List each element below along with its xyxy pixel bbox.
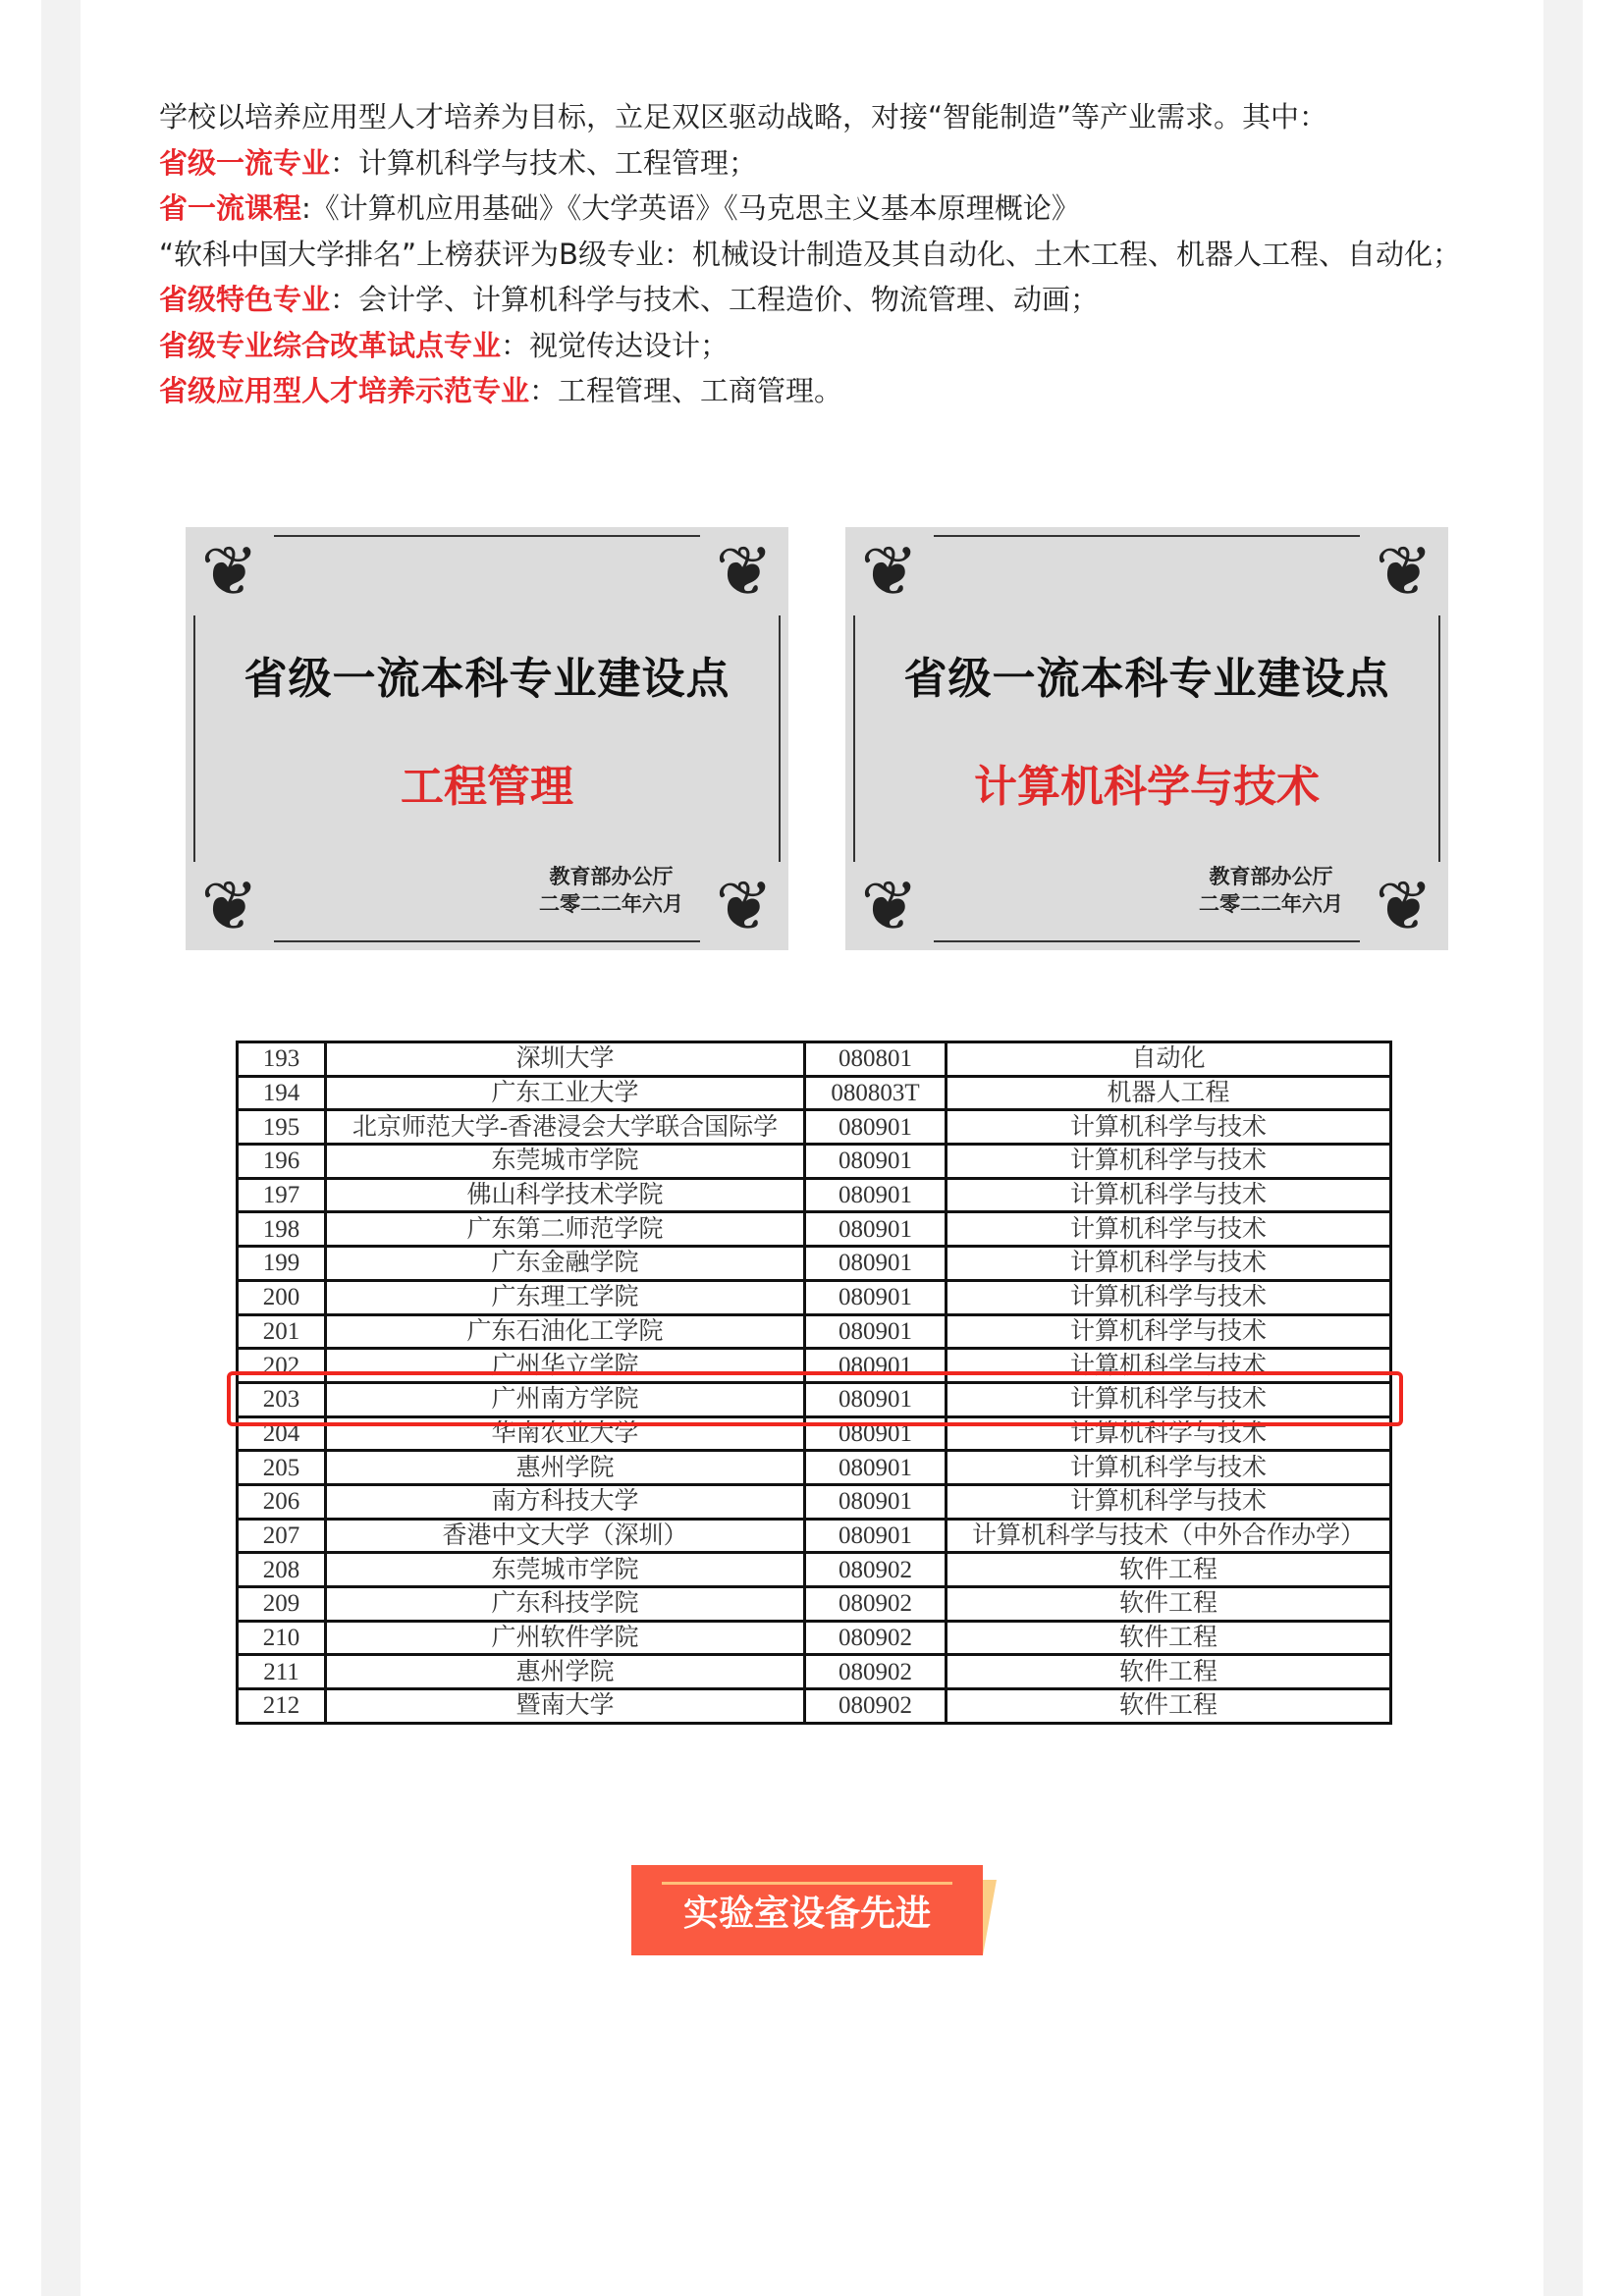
university-name: 东莞城市学院 bbox=[326, 1145, 805, 1179]
major-name: 计算机科学与技术 bbox=[946, 1382, 1390, 1416]
ornament-corner-icon: ❦ bbox=[1360, 527, 1448, 615]
table-row bbox=[238, 1212, 1391, 1247]
major-code: 080901 bbox=[804, 1451, 946, 1485]
major-name: 计算机科学与技术 bbox=[946, 1484, 1390, 1519]
major-code: 080901 bbox=[804, 1416, 946, 1451]
row-number: 193 bbox=[238, 1042, 326, 1077]
issue-date: 二零二二年六月 bbox=[1199, 891, 1343, 916]
row-number: 209 bbox=[238, 1587, 326, 1622]
table-row bbox=[238, 1145, 1391, 1179]
major-name: 机器人工程 bbox=[946, 1076, 1390, 1110]
ornament-corner-icon: ❦ bbox=[700, 862, 788, 950]
row-number: 208 bbox=[238, 1553, 326, 1587]
intro-item-text: 工程管理、工商管理。 bbox=[558, 374, 843, 407]
certificate-frame bbox=[193, 535, 781, 942]
certificate-title: 省级一流本科专业建设点 bbox=[243, 654, 730, 704]
table-row bbox=[238, 1621, 1391, 1655]
intro-item-label: 省级应用型人才培养示范专业 bbox=[159, 374, 530, 407]
major-name: 软件工程 bbox=[946, 1553, 1390, 1587]
major-code: 080901 bbox=[804, 1349, 946, 1383]
ornament-corner-icon: ❦ bbox=[186, 527, 274, 615]
row-number: 197 bbox=[238, 1178, 326, 1212]
university-name: 惠州学院 bbox=[326, 1655, 805, 1689]
major-name: 软件工程 bbox=[946, 1621, 1390, 1655]
intro-item bbox=[159, 368, 1475, 414]
intro-text bbox=[159, 94, 1475, 414]
major-name: 计算机科学与技术 bbox=[946, 1349, 1390, 1383]
row-number: 207 bbox=[238, 1519, 326, 1553]
ornament-corner-icon: ❦ bbox=[700, 527, 788, 615]
right-gutter bbox=[1543, 0, 1583, 2296]
row-number: 196 bbox=[238, 1145, 326, 1179]
ornament-corner-icon: ❦ bbox=[1360, 862, 1448, 950]
intro-paragraph: 学校以培养应用型人才培养为目标，立足双区驱动战略，对接“智能制造”等产业需求。其中： bbox=[159, 100, 1328, 133]
major-code: 080901 bbox=[804, 1212, 946, 1247]
table-row bbox=[238, 1247, 1391, 1281]
major-name: 计算机科学与技术 bbox=[946, 1416, 1390, 1451]
major-code: 080902 bbox=[804, 1587, 946, 1622]
intro-item-label: 省级专业综合改革试点专业 bbox=[159, 328, 502, 362]
university-name: 广东石油化工学院 bbox=[326, 1314, 805, 1349]
certificate-major: 计算机科学与技术 bbox=[974, 762, 1320, 812]
major-code: 080803T bbox=[804, 1076, 946, 1110]
intro-item-text: 《计算机应用基础》《大学英语》《马克思主义基本原理概论》 bbox=[310, 191, 1080, 225]
university-name: 北京师范大学-香港浸会大学联合国际学 bbox=[326, 1110, 805, 1145]
major-code: 080901 bbox=[804, 1145, 946, 1179]
row-number: 201 bbox=[238, 1314, 326, 1349]
intro-item-text: 视觉传达设计； bbox=[529, 328, 730, 362]
major-code: 080801 bbox=[804, 1042, 946, 1077]
intro-item-text: 会计学、计算机科学与技术、工程造价、物流管理、动画； bbox=[358, 283, 1100, 316]
major-code: 080901 bbox=[804, 1110, 946, 1145]
major-name: 计算机科学与技术 bbox=[946, 1280, 1390, 1314]
major-name: 计算机科学与技术 bbox=[946, 1145, 1390, 1179]
university-name: 广州软件学院 bbox=[326, 1621, 805, 1655]
table-row bbox=[238, 1689, 1391, 1724]
table-row bbox=[238, 1451, 1391, 1485]
row-number: 211 bbox=[238, 1655, 326, 1689]
intro-item-label: 省级特色专业 bbox=[159, 283, 331, 316]
row-number: 205 bbox=[238, 1451, 326, 1485]
major-name: 计算机科学与技术 bbox=[946, 1212, 1390, 1247]
certificate-major: 工程管理 bbox=[401, 762, 573, 812]
major-code: 080902 bbox=[804, 1689, 946, 1724]
major-code: 080901 bbox=[804, 1280, 946, 1314]
intro-item-text: “软科中国大学排名”上榜获评为B级专业：机械设计制造及其自动化、土木工程、机器人工程、自动化； bbox=[159, 237, 1461, 271]
table-row bbox=[238, 1553, 1391, 1587]
intro-item bbox=[159, 323, 1475, 369]
university-name: 广东理工学院 bbox=[326, 1280, 805, 1314]
major-name: 软件工程 bbox=[946, 1587, 1390, 1622]
major-code: 080901 bbox=[804, 1382, 946, 1416]
issue-date: 二零二二年六月 bbox=[539, 891, 683, 916]
intro-item-sep: ： bbox=[529, 374, 559, 407]
intro-item-sep: ： bbox=[330, 145, 359, 180]
certificate-image bbox=[186, 527, 788, 950]
university-name: 佛山科学技术学院 bbox=[326, 1178, 805, 1212]
university-name: 广东第二师范学院 bbox=[326, 1212, 805, 1247]
intro-item-sep: ： bbox=[330, 283, 359, 316]
university-name: 惠州学院 bbox=[326, 1451, 805, 1485]
major-code: 080902 bbox=[804, 1655, 946, 1689]
issuer-name: 教育部办公厅 bbox=[549, 864, 674, 888]
intro-item bbox=[159, 232, 1475, 278]
major-name: 计算机科学与技术（中外合作办学） bbox=[946, 1519, 1390, 1553]
row-number: 199 bbox=[238, 1247, 326, 1281]
table-row bbox=[238, 1314, 1391, 1349]
certificate-issuer bbox=[539, 863, 683, 918]
major-name: 计算机科学与技术 bbox=[946, 1314, 1390, 1349]
major-code: 080902 bbox=[804, 1621, 946, 1655]
intro-item-text: 计算机科学与技术、工程管理； bbox=[358, 145, 758, 180]
table-row bbox=[238, 1280, 1391, 1314]
row-number: 198 bbox=[238, 1212, 326, 1247]
row-number: 194 bbox=[238, 1076, 326, 1110]
left-gutter bbox=[41, 0, 81, 2296]
row-number: 200 bbox=[238, 1280, 326, 1314]
row-number: 206 bbox=[238, 1484, 326, 1519]
major-name: 计算机科学与技术 bbox=[946, 1110, 1390, 1145]
intro-item-label: 省级一流专业 bbox=[159, 145, 331, 180]
highlight-box bbox=[227, 1371, 1403, 1426]
major-code: 080901 bbox=[804, 1484, 946, 1519]
intro-item bbox=[159, 186, 1475, 232]
major-name: 软件工程 bbox=[946, 1689, 1390, 1724]
row-number: 203 bbox=[238, 1382, 326, 1416]
major-name: 自动化 bbox=[946, 1042, 1390, 1077]
issuer-name: 教育部办公厅 bbox=[1209, 864, 1333, 888]
certificate-title: 省级一流本科专业建设点 bbox=[903, 654, 1390, 704]
row-number: 212 bbox=[238, 1689, 326, 1724]
row-number: 195 bbox=[238, 1110, 326, 1145]
table-row bbox=[238, 1178, 1391, 1212]
major-code: 080901 bbox=[804, 1178, 946, 1212]
banner-line bbox=[662, 1882, 952, 1885]
university-name: 深圳大学 bbox=[326, 1042, 805, 1077]
major-code: 080901 bbox=[804, 1519, 946, 1553]
major-name: 软件工程 bbox=[946, 1655, 1390, 1689]
university-name: 广东科技学院 bbox=[326, 1587, 805, 1622]
certificate-image bbox=[845, 527, 1448, 950]
row-number: 204 bbox=[238, 1416, 326, 1451]
university-name: 香港中文大学（深圳） bbox=[326, 1519, 805, 1553]
intro-item bbox=[159, 277, 1475, 323]
major-name: 计算机科学与技术 bbox=[946, 1247, 1390, 1281]
major-name: 计算机科学与技术 bbox=[946, 1451, 1390, 1485]
intro-item bbox=[159, 140, 1475, 187]
table-row bbox=[238, 1042, 1391, 1077]
table-row bbox=[238, 1655, 1391, 1689]
university-name: 广东工业大学 bbox=[326, 1076, 805, 1110]
row-number: 210 bbox=[238, 1621, 326, 1655]
intro-item-sep: ： bbox=[501, 328, 530, 362]
ornament-corner-icon: ❦ bbox=[845, 527, 934, 615]
university-name: 南方科技大学 bbox=[326, 1484, 805, 1519]
certificate-issuer bbox=[1199, 863, 1343, 918]
university-name: 广州南方学院 bbox=[326, 1382, 805, 1416]
university-name: 广东金融学院 bbox=[326, 1247, 805, 1281]
section-banner-label: 实验室设备先进 bbox=[682, 1894, 931, 1934]
university-name: 华南农业大学 bbox=[326, 1416, 805, 1451]
table-row bbox=[238, 1484, 1391, 1519]
ornament-corner-icon: ❦ bbox=[186, 862, 274, 950]
major-name: 计算机科学与技术 bbox=[946, 1178, 1390, 1212]
row-number: 202 bbox=[238, 1349, 326, 1383]
intro-item-sep: : bbox=[301, 191, 311, 225]
section-banner-lab-equipment bbox=[631, 1865, 983, 1955]
section-banner-shadow bbox=[983, 1880, 997, 1955]
ornament-corner-icon: ❦ bbox=[845, 862, 934, 950]
certificate-frame bbox=[853, 535, 1440, 942]
table-row bbox=[238, 1110, 1391, 1145]
intro-item-label: 省一流课程 bbox=[159, 191, 302, 225]
major-code: 080901 bbox=[804, 1314, 946, 1349]
table-row bbox=[238, 1587, 1391, 1622]
table-row bbox=[238, 1519, 1391, 1553]
university-name: 暨南大学 bbox=[326, 1689, 805, 1724]
university-name: 广州华立学院 bbox=[326, 1349, 805, 1383]
table-row bbox=[238, 1076, 1391, 1110]
major-code: 080901 bbox=[804, 1247, 946, 1281]
university-name: 东莞城市学院 bbox=[326, 1553, 805, 1587]
major-code: 080902 bbox=[804, 1553, 946, 1587]
